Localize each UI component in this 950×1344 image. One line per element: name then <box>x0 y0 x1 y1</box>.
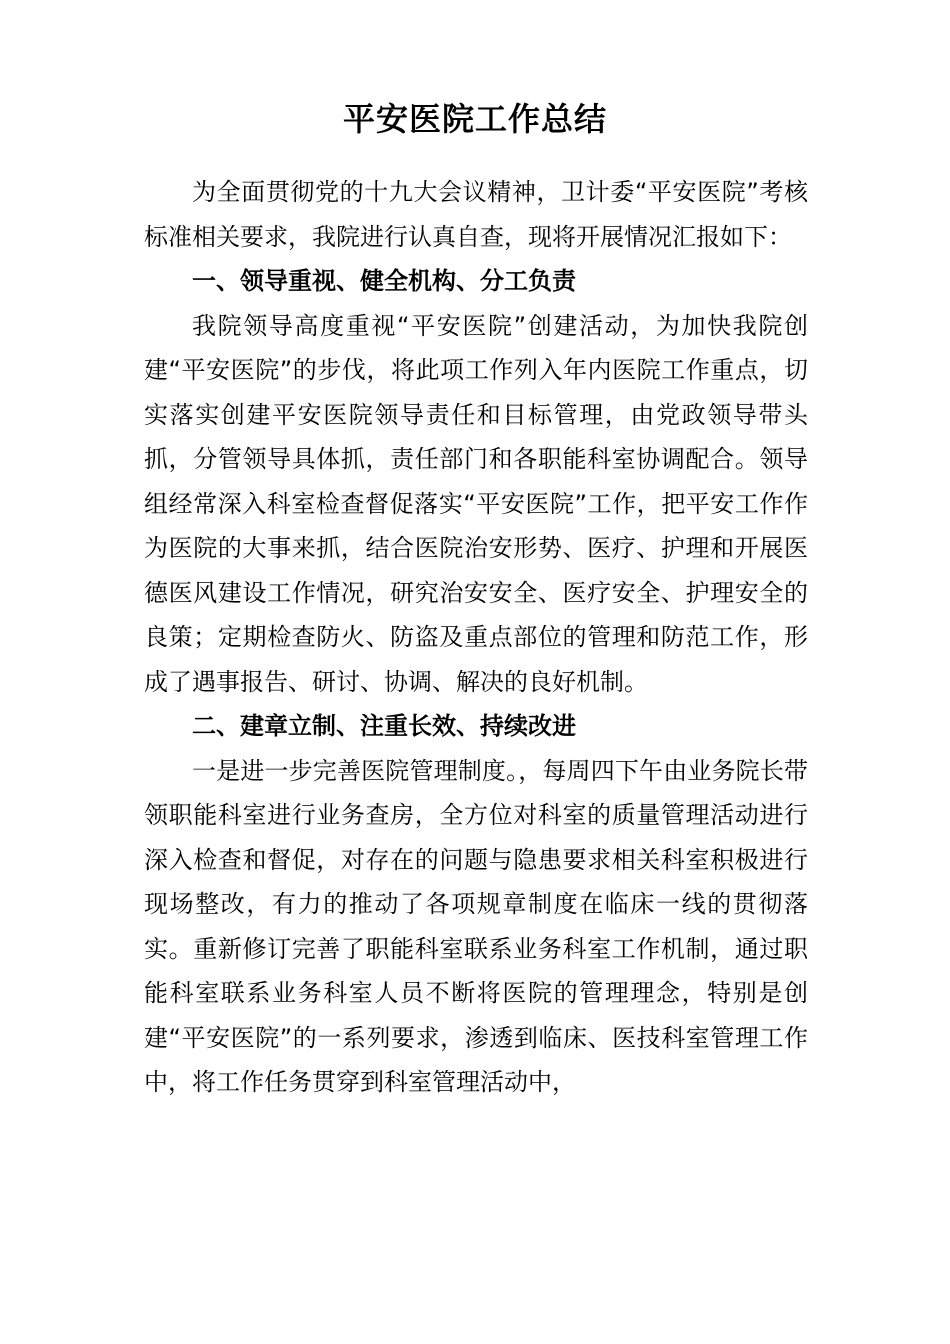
section-1-paragraph: 我院领导高度重视“平安医院”创建活动，为加快我院创建“平安医院”的步伐，将此项工作列入年内医院工作重点，切实落实创建平安医院领导责任和目标管理，由党政领导带头抓，分管领导具体抓，责任部门和各职能科室协调配合。领导组经常深入科室检查督促落实“平安医院”工作，把平安工作作为医院的大事来抓，结合医院治安形势、医疗、护理和开展医德医风建设工作情况，研究治安安全、医疗安全、护理安全的良策；定期检查防火、防盗及重点部位的管理和防范工作，形成了遇事报告、研讨、协调、解决的良好机制。 <box>144 311 808 696</box>
section-1-heading: 一、领导重视、健全机构、分工负责 <box>192 267 576 295</box>
section-2-heading: 二、建章立制、注重长效、持续改进 <box>192 712 576 740</box>
document-title: 平安医院工作总结 <box>342 100 607 138</box>
section-2-paragraph: 一是进一步完善医院管理制度。，每周四下午由业务院长带领职能科室进行业务查房，全方位对科室的质量管理活动进行深入检查和督促，对存在的问题与隐患要求相关科室积极进行现场整改，有力的推动了各项规章制度在临床一线的贯彻落实。重新修订完善了职能科室联系业务科室工作机制，通过职能科室联系业务科室人员不断将医院的管理理念，特别是创建“平安医院”的一系列要求，渗透到临床、医技科室管理工作中，将工作任务贯穿到科室管理活动中， <box>144 756 808 1096</box>
document-body <box>144 170 808 1105</box>
intro-paragraph: 为全面贯彻党的十九大会议精神，卫计委“平安医院”考核标准相关要求，我院进行认真自查，现将开展情况汇报如下： <box>144 178 808 251</box>
